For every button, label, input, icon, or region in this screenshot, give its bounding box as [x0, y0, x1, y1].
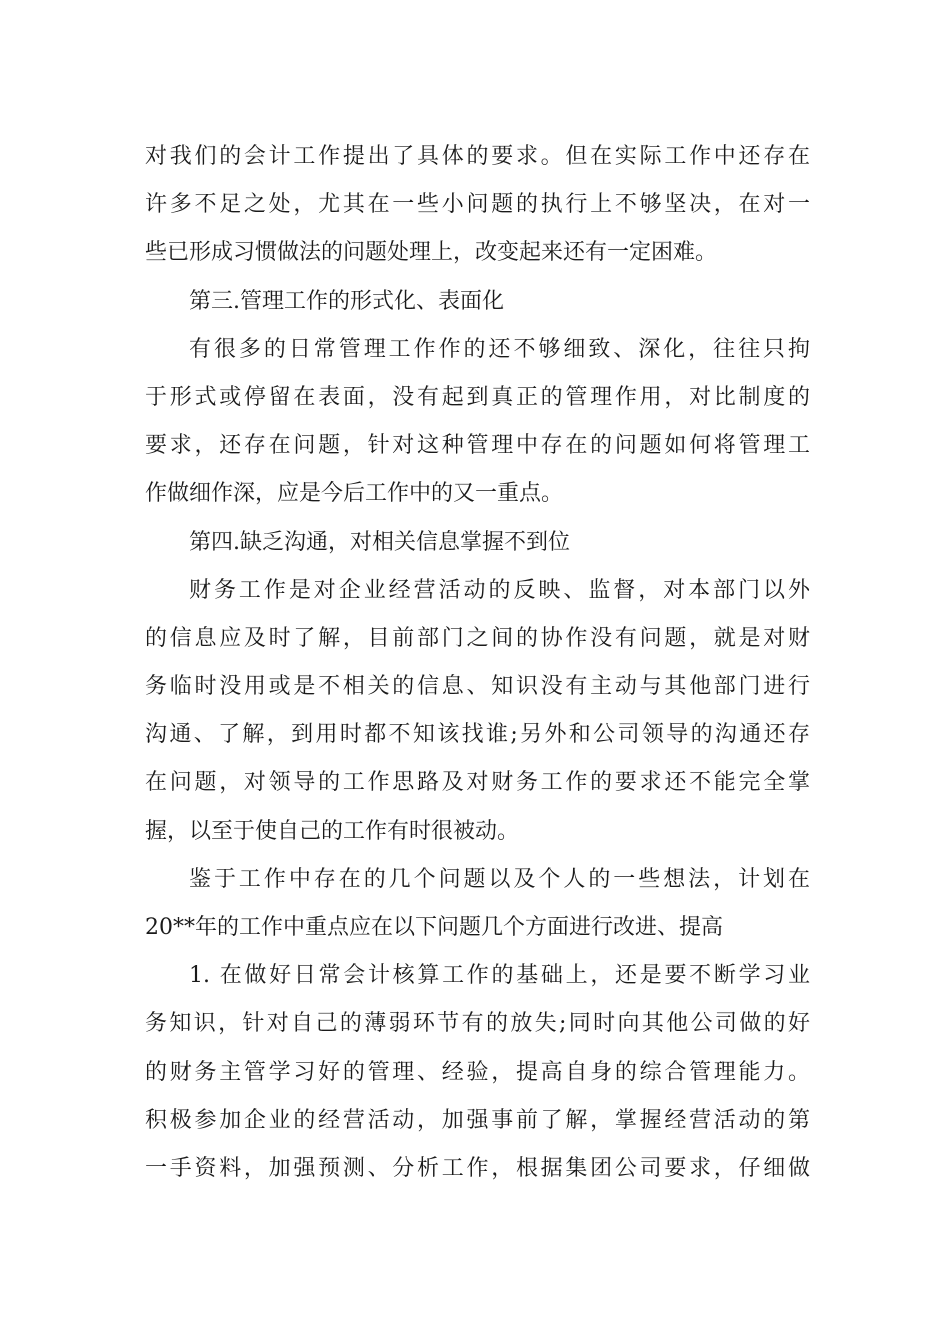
- text-line: 财务工作是对企业经营活动的反映、监督，对本部门以外: [189, 577, 810, 603]
- document-body: [145, 133, 810, 1193]
- text-line: 的信息应及时了解，目前部门之间的协作没有问题，就是对财: [145, 625, 810, 651]
- text-line: 对我们的会计工作提出了具体的要求。但在实际工作中还存在: [145, 144, 810, 169]
- text-line: 积极参加企业的经营活动，加强事前了解，掌握经营活动的第: [145, 1107, 810, 1133]
- text-line: 沟通、了解，到用时都不知该找谁;另外和公司领导的沟通还存: [145, 722, 810, 748]
- text-line: 第四.缺乏沟通，对相关信息掌握不到位: [189, 529, 570, 555]
- text-line: 于形式或停留在表面，没有起到真正的管理作用，对比制度的: [145, 384, 810, 410]
- text-line: 1. 在做好日常会计核算工作的基础上，还是要不断学习业: [189, 963, 810, 989]
- text-line: 许多不足之处，尤其在一些小问题的执行上不够坚决，在对一: [145, 192, 810, 218]
- text-line: 作做细作深，应是今后工作中的又一重点。: [145, 481, 564, 507]
- text-line: 第三.管理工作的形式化、表面化: [189, 288, 504, 314]
- text-line: 一手资料，加强预测、分析工作，根据集团公司要求，仔细做: [145, 1155, 810, 1181]
- text-line: 20**年的工作中重点应在以下问题几个方面进行改进、提高: [145, 915, 723, 940]
- text-line: 有很多的日常管理工作作的还不够细致、深化，往往只拘: [189, 336, 810, 362]
- text-line: 鉴于工作中存在的几个问题以及个人的一些想法，计划在: [189, 866, 810, 892]
- text-line: 务知识，针对自己的薄弱环节有的放失;同时向其他公司做的好: [145, 1011, 810, 1037]
- text-line: 务临时没用或是不相关的信息、知识没有主动与其他部门进行: [145, 674, 810, 700]
- text-line: 握，以至于使自己的工作有时很被动。: [145, 818, 520, 844]
- text-line: 在问题，对领导的工作思路及对财务工作的要求还不能完全掌: [145, 770, 810, 796]
- text-line: 的财务主管学习好的管理、经验，提高自身的综合管理能力。: [145, 1059, 810, 1085]
- text-line: 要求，还存在问题，针对这种管理中存在的问题如何将管理工: [145, 433, 810, 459]
- text-line: 些已形成习惯做法的问题处理上，改变起来还有一定困难。: [145, 240, 718, 266]
